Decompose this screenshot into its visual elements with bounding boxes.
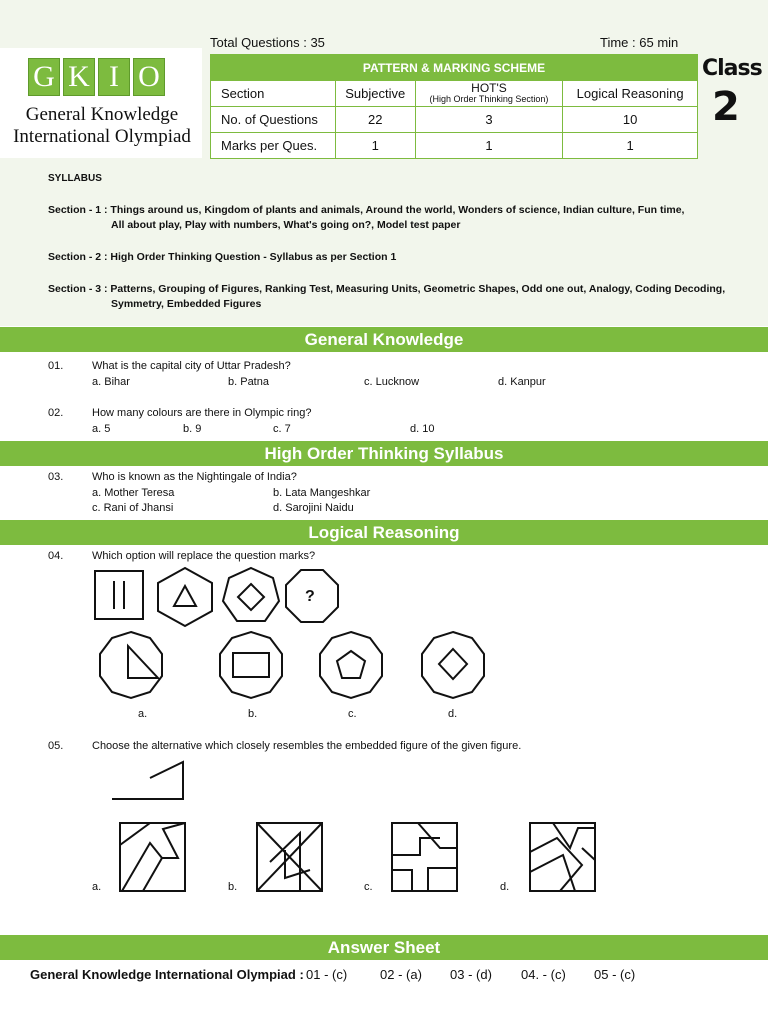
cell-questions-logical: 10 <box>563 107 698 133</box>
syllabus-s1-line1: Section - 1 : Things around us, Kingdom of plants and animals, Around the world, Wonders of science, Indian culture, Fun time, <box>48 204 685 216</box>
cell-marks-subjective: 1 <box>335 133 415 159</box>
total-questions: Total Questions : 35 <box>210 35 325 50</box>
option-figure-d <box>422 632 484 698</box>
option-b: b. Lata Mangeshkar <box>273 487 371 499</box>
answer-item: 01 - (c) <box>306 967 348 982</box>
answer-item: 05 - (c) <box>594 967 636 982</box>
scheme-title: PATTERN & MARKING SCHEME <box>211 55 698 81</box>
band-general-knowledge: General Knowledge <box>0 327 768 352</box>
question-text: How many colours are there in Olympic ring? <box>92 407 312 419</box>
sequence-figure-square <box>95 571 143 619</box>
row-label-section: Section <box>211 81 336 107</box>
question-number: 05. <box>48 740 64 752</box>
option-a: a. Bihar <box>92 376 130 388</box>
option-label-b: b. <box>228 881 238 893</box>
question-number: 02. <box>48 407 64 419</box>
col-logical: Logical Reasoning <box>563 81 698 107</box>
option-label-d: d. <box>500 881 510 893</box>
question-text: Choose the alternative which closely resembles the embedded figure of the given figure. <box>92 740 522 752</box>
band-logical-reasoning: Logical Reasoning <box>0 520 768 545</box>
class-number: 2 <box>712 84 740 130</box>
option-label-c: c. <box>364 881 373 893</box>
logo-letter: K <box>63 58 95 96</box>
sequence-figure-heptagon <box>223 568 279 621</box>
option-d: d. Kanpur <box>498 376 546 388</box>
question-number: 04. <box>48 550 64 562</box>
brand-line-1: General Knowledge <box>25 104 179 125</box>
logo-letter: G <box>28 58 60 96</box>
exam-time: Time : 65 min <box>600 35 679 50</box>
row-label-questions: No. of Questions <box>211 107 336 133</box>
question-number: 01. <box>48 360 64 372</box>
answer-label: General Knowledge International Olympiad : <box>30 967 304 982</box>
q5-given-figure <box>112 762 183 799</box>
class-label: Class <box>702 56 762 81</box>
q5-option-a <box>120 823 185 891</box>
sequence-figure-hexagon <box>158 568 212 626</box>
question-text: Which option will replace the question marks? <box>92 550 316 562</box>
syllabus-s1-line2: All about play, Play with numbers, What's going on?, Model test paper <box>111 219 461 231</box>
option-label-a: a. <box>138 708 148 720</box>
syllabus-s2-line1: Section - 2 : High Order Thinking Question - Syllabus as per Section 1 <box>48 251 397 263</box>
answer-item: 04. - (c) <box>521 967 566 982</box>
band-high-order-thinking: High Order Thinking Syllabus <box>0 441 768 466</box>
q5-option-b <box>257 823 322 891</box>
option-figure-a <box>100 632 162 698</box>
option-b: b. Patna <box>228 376 269 388</box>
option-figure-b <box>220 632 282 698</box>
option-a: a. 5 <box>92 423 111 435</box>
option-b: b. 9 <box>183 423 202 435</box>
option-figure-c <box>320 632 382 698</box>
option-label-d: d. <box>448 708 458 720</box>
cell-marks-logical: 1 <box>563 133 698 159</box>
answer-item: 02 - (a) <box>380 967 422 982</box>
hots-subtitle: (High Order Thinking Section) <box>429 94 549 104</box>
answer-item: 03 - (d) <box>450 967 492 982</box>
brand-line-2: International Olympiad <box>13 126 191 147</box>
syllabus-s3-line2: Symmetry, Embedded Figures <box>111 298 262 310</box>
option-c: c. Lucknow <box>364 376 420 388</box>
band-answer-sheet: Answer Sheet <box>0 935 768 960</box>
option-d: d. Sarojini Naidu <box>273 502 354 514</box>
q5-option-d <box>530 823 595 891</box>
cell-questions-subjective: 22 <box>335 107 415 133</box>
syllabus-s3-line1: Section - 3 : Patterns, Grouping of Figures, Ranking Test, Measuring Units, Geometric Shapes, Odd one out, Analogy, Coding Decoding, <box>48 283 726 295</box>
option-d: d. 10 <box>410 423 435 435</box>
logo-letter: O <box>133 58 165 96</box>
question-text: Who is known as the Nightingale of India? <box>92 471 297 483</box>
syllabus-heading: SYLLABUS <box>48 173 102 184</box>
cell-questions-hots: 3 <box>415 107 563 133</box>
option-label-c: c. <box>348 708 357 720</box>
q5-option-c <box>392 823 457 891</box>
option-label-b: b. <box>248 708 258 720</box>
question-number: 03. <box>48 471 64 483</box>
option-a: a. Mother Teresa <box>92 487 175 499</box>
option-c: c. Rani of Jhansi <box>92 502 174 514</box>
option-c: c. 7 <box>273 423 291 435</box>
question-text: What is the capital city of Uttar Pradesh? <box>92 360 291 372</box>
logo-letter: I <box>98 58 130 96</box>
question-mark: ? <box>305 588 315 605</box>
col-subjective: Subjective <box>335 81 415 107</box>
option-label-a: a. <box>92 881 102 893</box>
hots-title: HOT'S <box>471 81 507 95</box>
row-label-marks: Marks per Ques. <box>211 133 336 159</box>
cell-marks-hots: 1 <box>415 133 563 159</box>
